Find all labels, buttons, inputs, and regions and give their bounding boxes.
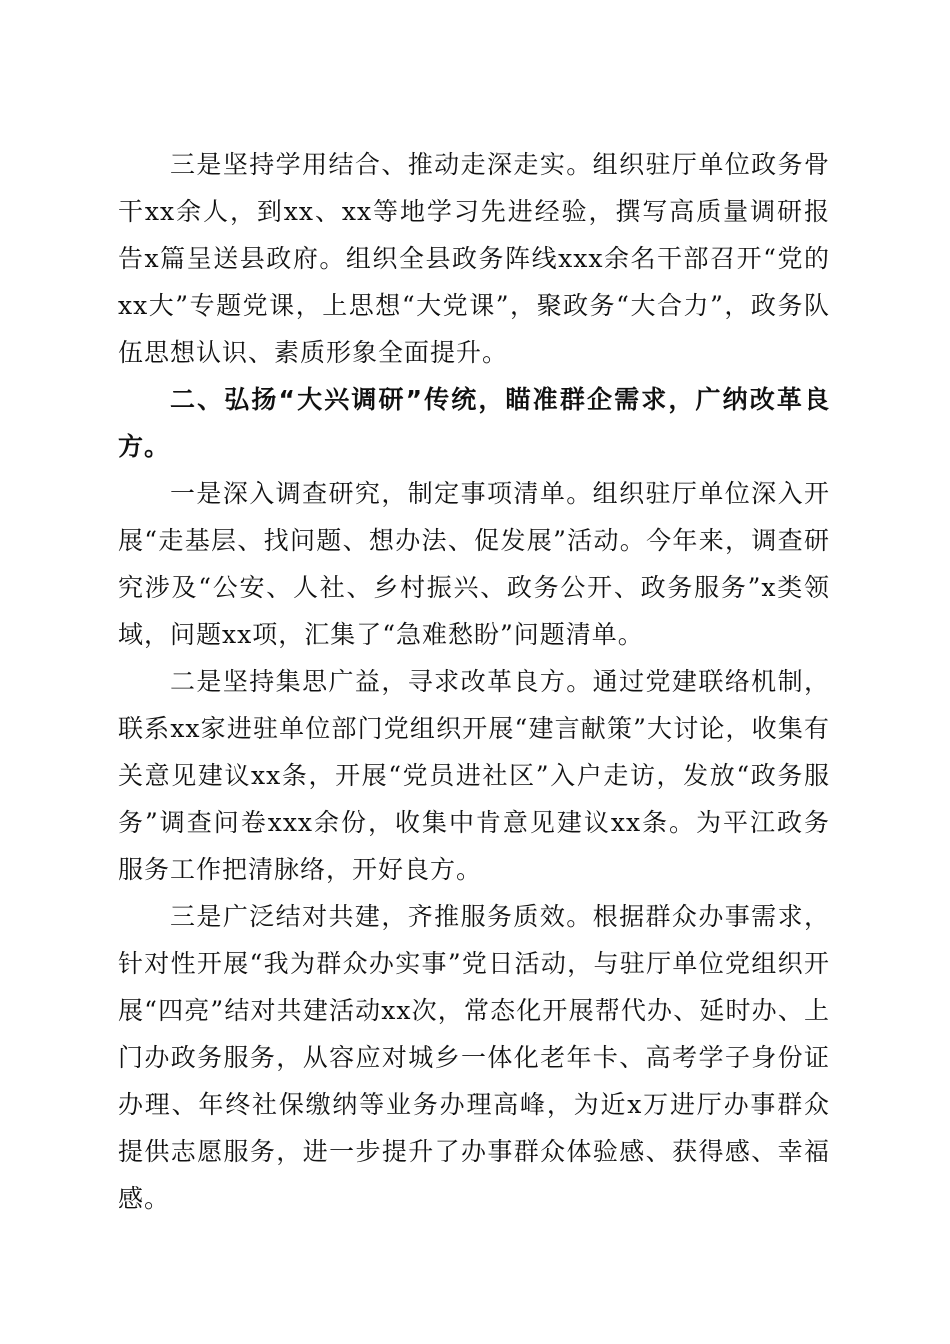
section-heading-research: 二、弘扬“大兴调研”传统，瞄准群企需求，广纳改革良方。 bbox=[118, 385, 830, 461]
paragraph-study-application: 三是坚持学用结合、推动走深走实。组织驻厅单位政务骨干xx余人，到xx、xx等地学习先进经验，撰写高质量调研报告x篇呈送县政府。组织全县政务阵线xxx余名干部召开“党的xx大”专题党课，上思想“大党课”，聚政务“大合力”，政务队伍思想认识、素质形象全面提升。 bbox=[118, 150, 830, 367]
paragraph-in-depth-research: 一是深入调查研究，制定事项清单。组织驻厅单位深入开展“走基层、找问题、想办法、促发展”活动。今年来，调查研究涉及“公安、人社、乡村振兴、政务公开、政务服务”x类领域，问题xx项，汇集了“急难愁盼”问题清单。 bbox=[118, 479, 830, 649]
document-body bbox=[118, 141, 830, 1222]
paragraph-joint-building: 三是广泛结对共建，齐推服务质效。根据群众办事需求，针对性开展“我为群众办实事”党日活动，与驻厅单位党组织开展“四亮”结对共建活动xx次，常态化开展帮代办、延时办、上门办政务服务，从容应对城乡一体化老年卡、高考学子身份证办理、年终社保缴纳等业务办理高峰，为近x万进厅办事群众提供志愿服务，进一步提升了办事群众体验感、获得感、幸福感。 bbox=[118, 902, 830, 1213]
paragraph-brainstorming: 二是坚持集思广益，寻求改革良方。通过党建联络机制，联系xx家进驻单位部门党组织开展“建言献策”大讨论，收集有关意见建议xx条，开展“党员进社区”入户走访，发放“政务服务”调查问卷xxx余份，收集中肯意见建议xx条。为平江政务服务工作把清脉络，开好良方。 bbox=[118, 667, 830, 884]
